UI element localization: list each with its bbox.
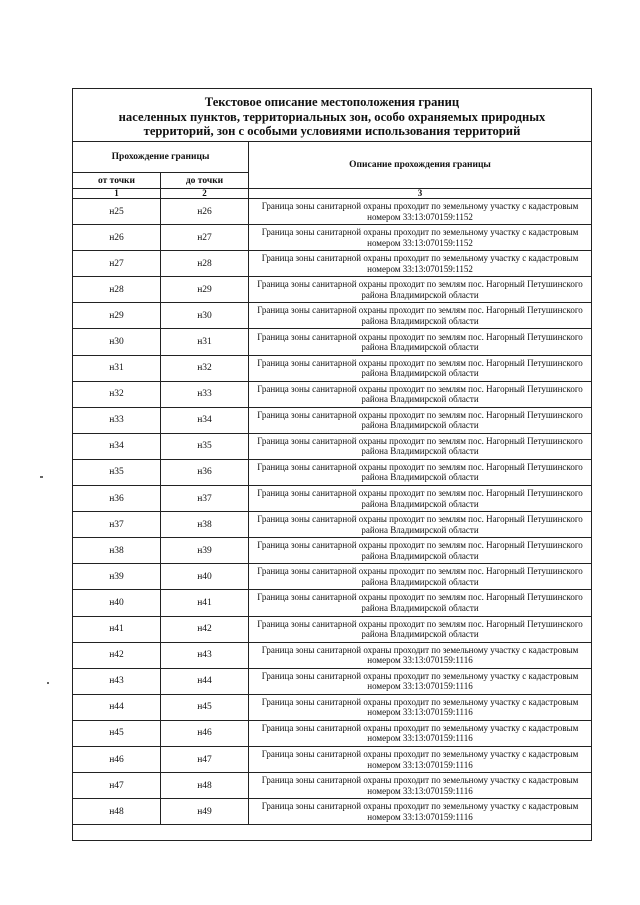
description-cell: Граница зоны санитарной охраны проходит по земельному участку с кадастровым номером 33:13:070159:1116 <box>249 773 592 799</box>
description-cell: Граница зоны санитарной охраны проходит по землям пос. Нагорный Петушинского района Владимирской области <box>249 590 592 616</box>
to-point-cell: н44 <box>161 668 249 694</box>
from-point-cell: н29 <box>73 303 161 329</box>
description-cell: Граница зоны санитарной охраны проходит по землям пос. Нагорный Петушинского района Владимирской области <box>249 355 592 381</box>
description-cell: Граница зоны санитарной охраны проходит по землям пос. Нагорный Петушинского района Владимирской области <box>249 407 592 433</box>
table-row <box>73 277 592 303</box>
from-point-cell: н45 <box>73 720 161 746</box>
from-point-cell: н39 <box>73 564 161 590</box>
table-row <box>73 616 592 642</box>
table-body <box>73 199 592 825</box>
boundary-table <box>72 141 592 825</box>
header-description: Описание прохождения границы <box>249 142 592 189</box>
table-row <box>73 199 592 225</box>
description-cell: Граница зоны санитарной охраны проходит по землям пос. Нагорный Петушинского района Владимирской области <box>249 459 592 485</box>
to-point-cell: н34 <box>161 407 249 433</box>
description-cell: Граница зоны санитарной охраны проходит по земельному участку с кадастровым номером 33:13:070159:1116 <box>249 799 592 825</box>
description-cell: Граница зоны санитарной охраны проходит по землям пос. Нагорный Петушинского района Владимирской области <box>249 512 592 538</box>
to-point-cell: н49 <box>161 799 249 825</box>
to-point-cell: н37 <box>161 486 249 512</box>
from-point-cell: н41 <box>73 616 161 642</box>
to-point-cell: н46 <box>161 720 249 746</box>
to-point-cell: н33 <box>161 381 249 407</box>
to-point-cell: н45 <box>161 694 249 720</box>
from-point-cell: н34 <box>73 433 161 459</box>
table-row <box>73 799 592 825</box>
table-row <box>73 486 592 512</box>
from-point-cell: н28 <box>73 277 161 303</box>
description-cell: Граница зоны санитарной охраны проходит по земельному участку с кадастровым номером 33:13:070159:1152 <box>249 199 592 225</box>
from-point-cell: н35 <box>73 459 161 485</box>
description-cell: Граница зоны санитарной охраны проходит по землям пос. Нагорный Петушинского района Владимирской области <box>249 616 592 642</box>
from-point-cell: н27 <box>73 251 161 277</box>
table-row <box>73 512 592 538</box>
to-point-cell: н27 <box>161 225 249 251</box>
from-point-cell: н37 <box>73 512 161 538</box>
to-point-cell: н30 <box>161 303 249 329</box>
to-point-cell: н36 <box>161 459 249 485</box>
description-cell: Граница зоны санитарной охраны проходит по землям пос. Нагорный Петушинского района Владимирской области <box>249 564 592 590</box>
description-cell: Граница зоны санитарной охраны проходит по землям пос. Нагорный Петушинского района Владимирской области <box>249 538 592 564</box>
title-line-2: населенных пунктов, территориальных зон, особо охраняемых природных <box>118 109 546 124</box>
table-row <box>73 251 592 277</box>
to-point-cell: н41 <box>161 590 249 616</box>
description-cell: Граница зоны санитарной охраны проходит по земельному участку с кадастровым номером 33:13:070159:1116 <box>249 694 592 720</box>
to-point-cell: н47 <box>161 746 249 772</box>
description-cell: Граница зоны санитарной охраны проходит по землям пос. Нагорный Петушинского района Владимирской области <box>249 277 592 303</box>
header-to-point: до точки <box>161 173 249 189</box>
scan-speck <box>47 682 49 684</box>
from-point-cell: н25 <box>73 199 161 225</box>
from-point-cell: н40 <box>73 590 161 616</box>
description-cell: Граница зоны санитарной охраны проходит по землям пос. Нагорный Петушинского района Владимирской области <box>249 486 592 512</box>
to-point-cell: н32 <box>161 355 249 381</box>
from-point-cell: н43 <box>73 668 161 694</box>
from-point-cell: н47 <box>73 773 161 799</box>
table-row <box>73 746 592 772</box>
column-number-3: 3 <box>249 189 592 199</box>
table-row <box>73 642 592 668</box>
column-number-2: 2 <box>161 189 249 199</box>
table-row <box>73 407 592 433</box>
to-point-cell: н35 <box>161 433 249 459</box>
to-point-cell: н28 <box>161 251 249 277</box>
description-cell: Граница зоны санитарной охраны проходит по землям пос. Нагорный Петушинского района Владимирской области <box>249 303 592 329</box>
header-boundary-passage: Прохождение границы <box>73 142 249 173</box>
table-row <box>73 433 592 459</box>
table-row <box>73 720 592 746</box>
to-point-cell: н43 <box>161 642 249 668</box>
from-point-cell: н42 <box>73 642 161 668</box>
description-cell: Граница зоны санитарной охраны проходит по землям пос. Нагорный Петушинского района Владимирской области <box>249 433 592 459</box>
from-point-cell: н46 <box>73 746 161 772</box>
title-line-3: территорий, зон с особыми условиями использования территорий <box>143 124 521 138</box>
from-point-cell: н38 <box>73 538 161 564</box>
from-point-cell: н48 <box>73 799 161 825</box>
to-point-cell: н38 <box>161 512 249 538</box>
table-row <box>73 538 592 564</box>
from-point-cell: н30 <box>73 329 161 355</box>
document-title <box>73 89 591 141</box>
table-row <box>73 773 592 799</box>
table-row <box>73 459 592 485</box>
document-frame <box>72 88 592 841</box>
description-cell: Граница зоны санитарной охраны проходит по земельному участку с кадастровым номером 33:13:070159:1152 <box>249 225 592 251</box>
description-cell: Граница зоны санитарной охраны проходит по земельному участку с кадастровым номером 33:13:070159:1116 <box>249 746 592 772</box>
from-point-cell: н44 <box>73 694 161 720</box>
from-point-cell: н33 <box>73 407 161 433</box>
description-cell: Граница зоны санитарной охраны проходит по земельному участку с кадастровым номером 33:13:070159:1116 <box>249 720 592 746</box>
from-point-cell: н26 <box>73 225 161 251</box>
table-row <box>73 355 592 381</box>
header-from-point: от точки <box>73 173 161 189</box>
table-row <box>73 303 592 329</box>
table-row <box>73 329 592 355</box>
table-row <box>73 590 592 616</box>
scan-speck <box>40 476 43 478</box>
to-point-cell: н31 <box>161 329 249 355</box>
table-row <box>73 694 592 720</box>
column-number-1: 1 <box>73 189 161 199</box>
to-point-cell: н26 <box>161 199 249 225</box>
table-row <box>73 381 592 407</box>
description-cell: Граница зоны санитарной охраны проходит по земельному участку с кадастровым номером 33:13:070159:1152 <box>249 251 592 277</box>
table-row <box>73 564 592 590</box>
title-line-1: Текстовое описание местоположения границ <box>204 95 460 109</box>
from-point-cell: н36 <box>73 486 161 512</box>
to-point-cell: н48 <box>161 773 249 799</box>
to-point-cell: н42 <box>161 616 249 642</box>
to-point-cell: н29 <box>161 277 249 303</box>
description-cell: Граница зоны санитарной охраны проходит по землям пос. Нагорный Петушинского района Владимирской области <box>249 381 592 407</box>
table-row <box>73 668 592 694</box>
description-cell: Граница зоны санитарной охраны проходит по землям пос. Нагорный Петушинского района Владимирской области <box>249 329 592 355</box>
to-point-cell: н39 <box>161 538 249 564</box>
table-row <box>73 225 592 251</box>
to-point-cell: н40 <box>161 564 249 590</box>
from-point-cell: н32 <box>73 381 161 407</box>
from-point-cell: н31 <box>73 355 161 381</box>
description-cell: Граница зоны санитарной охраны проходит по земельному участку с кадастровым номером 33:13:070159:1116 <box>249 642 592 668</box>
description-cell: Граница зоны санитарной охраны проходит по земельному участку с кадастровым номером 33:13:070159:1116 <box>249 668 592 694</box>
